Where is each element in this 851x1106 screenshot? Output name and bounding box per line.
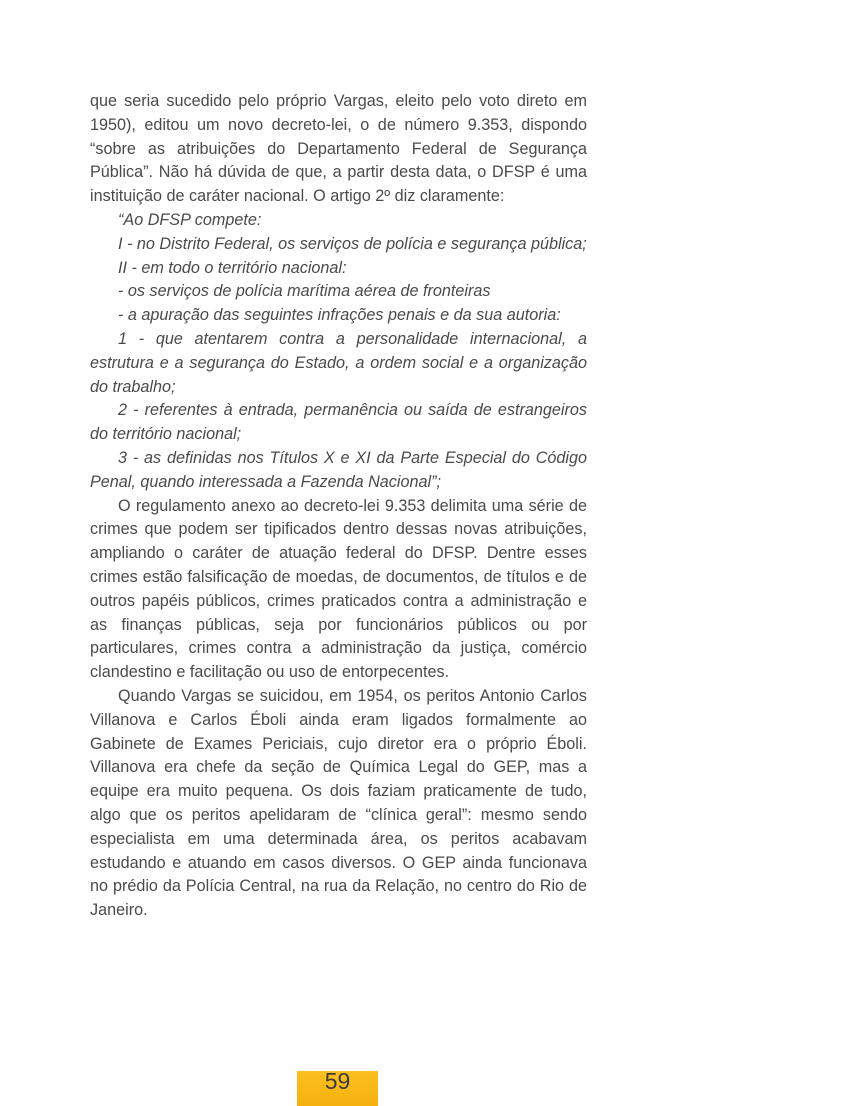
body-text <box>90 90 587 923</box>
quote-line-8: 3 - as definidas nos Títulos X e XI da Parte Especial do Código Penal, quando interessada a Fazenda Nacional”; <box>90 448 587 491</box>
quote-line-7: 2 - referentes à entrada, permanência ou saída de estrangeiros do território nacional; <box>90 401 587 444</box>
quote-line-1: “Ao DFSP compete: <box>118 210 262 229</box>
page-number-tab <box>297 1068 378 1106</box>
paragraph-regulation: O regulamento anexo ao decreto-lei 9.353 delimita uma série de crimes que podem ser tipificados dentro dessas novas atribuições, ampliando o caráter de atuação federal do DFSP. Dentre esses crimes estão falsificação de moedas, de documentos, de títulos e de outros papéis públicos, crimes praticados contra a administração e as finanças públicas, seja por funcionários públicos ou por particulares, crimes contra a administração da justiça, comércio clandestino e facilitação ou uso de entorpecentes. <box>90 496 587 682</box>
quote-line-2: I - no Distrito Federal, os serviços de polícia e segurança pública; <box>118 234 587 253</box>
quote-line-5: - a apuração das seguintes infrações penais e da sua autoria: <box>118 306 561 325</box>
quote-line-3: II - em todo o território nacional: <box>118 258 347 277</box>
quote-line-4: - os serviços de polícia marítima aérea de fronteiras <box>118 282 491 301</box>
paragraph-intro: que seria sucedido pelo próprio Vargas, eleito pelo voto direto em 1950), editou um novo decreto-lei, o de número 9.353, dispondo “sobre as atribuições do Departamento Federal de Segurança Pública”. Não há dúvida de que, a partir desta data, o DFSP é uma instituição de caráter nacional. O artigo 2º diz claramente: <box>90 92 587 206</box>
paragraph-vargas: Quando Vargas se suicidou, em 1954, os peritos Antonio Carlos Villanova e Carlos Éboli ainda eram ligados formalmente ao Gabinete de Exames Periciais, cujo diretor era o próprio Éboli. Villanova era chefe da seção de Química Legal do GEP, mas a equipe era muito pequena. Os dois faziam praticamente de tudo, algo que os peritos apelidaram de “clínica geral”: mesmo sendo especialista em uma determinada área, os peritos acabavam estudando e atuando em casos diversos. O GEP ainda funcionava no prédio da Polícia Central, na rua da Relação, no centro do Rio de Janeiro. <box>90 686 587 920</box>
quote-line-6: 1 - que atentarem contra a personalidade internacional, a estrutura e a segurança do Estado, a ordem social e a organização do trabalho; <box>90 329 587 396</box>
page-number: 59 <box>324 1068 351 1094</box>
